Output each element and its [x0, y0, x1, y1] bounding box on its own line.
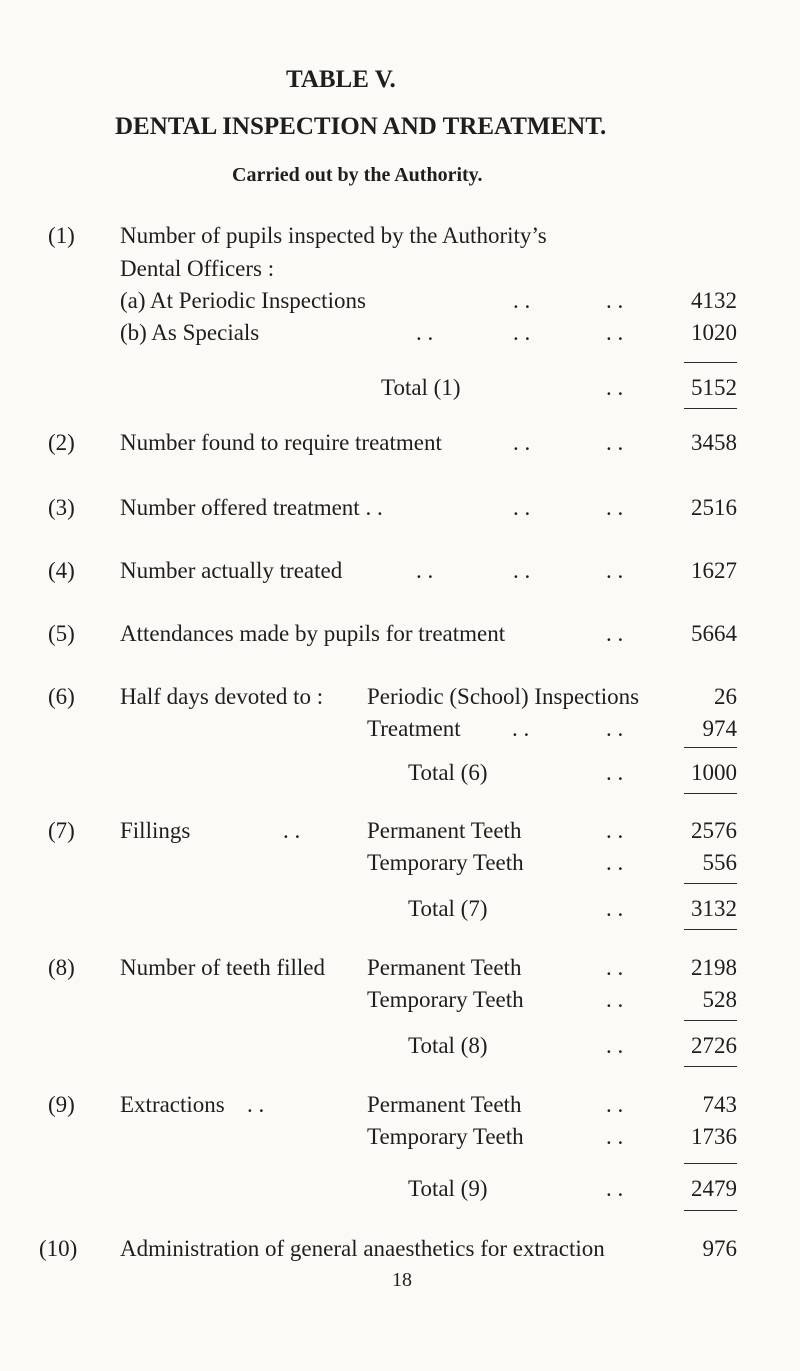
item-number: (10) — [39, 1236, 78, 1261]
dot-leader: . . — [606, 288, 624, 313]
dot-leader: . . — [606, 621, 624, 646]
item-number: (8) — [48, 955, 75, 980]
item-label: Number offered treatment . . — [120, 495, 383, 520]
row-label: Permanent Teeth — [367, 818, 522, 843]
dot-leader: . . — [606, 558, 624, 583]
dot-leader: . . — [606, 987, 624, 1012]
value: 2516 — [691, 495, 737, 520]
sub-item-label: (b) As Specials — [120, 320, 260, 345]
total-value: 5152 — [691, 375, 737, 400]
item-number: (7) — [48, 818, 75, 843]
row-label: Temporary Teeth — [367, 1124, 524, 1149]
item-label: Half days devoted to : — [120, 684, 324, 709]
value: 1020 — [691, 320, 737, 345]
item-number: (3) — [48, 495, 75, 520]
dot-leader: . . — [283, 818, 301, 843]
total-rule — [684, 793, 737, 794]
sum-rule — [684, 883, 737, 884]
item-label: Administration of general anaesthetics for extraction — [120, 1236, 605, 1261]
item-number: (6) — [48, 684, 75, 709]
page-number: 18 — [392, 1269, 412, 1291]
dot-leader: . . — [416, 558, 434, 583]
value: 26 — [714, 684, 737, 709]
value: 2576 — [691, 818, 737, 843]
sum-rule — [684, 1020, 737, 1021]
item-label-continued: Dental Officers : — [120, 256, 275, 281]
total-rule — [684, 1210, 737, 1211]
dot-leader: . . — [513, 320, 531, 345]
value: 1736 — [691, 1124, 737, 1149]
item-label: Number actually treated — [120, 558, 343, 583]
value: 976 — [702, 1236, 737, 1261]
row-label: Temporary Teeth — [367, 987, 524, 1012]
value: 528 — [702, 987, 737, 1012]
dot-leader: . . — [606, 1092, 624, 1117]
table-title: DENTAL INSPECTION AND TREATMENT. — [115, 113, 607, 140]
dot-leader: . . — [606, 495, 624, 520]
row-label: Permanent Teeth — [367, 955, 522, 980]
value: 5664 — [691, 621, 737, 646]
dot-leader: . . — [606, 850, 624, 875]
value: 743 — [702, 1092, 737, 1117]
row-label: Periodic (School) Inspections — [367, 684, 640, 709]
table-subtitle: Carried out by the Authority. — [232, 164, 483, 186]
sum-rule — [684, 747, 737, 748]
dot-leader: . . — [416, 320, 434, 345]
value: 1627 — [691, 558, 737, 583]
item-number: (2) — [48, 430, 75, 455]
item-label: Extractions — [120, 1092, 225, 1117]
dot-leader: . . — [513, 558, 531, 583]
total-value: 1000 — [691, 760, 737, 785]
table-number: TABLE V. — [286, 66, 396, 93]
dot-leader: . . — [606, 760, 624, 785]
dot-leader: . . — [606, 955, 624, 980]
value: 4132 — [691, 288, 737, 313]
total-value: 2479 — [691, 1176, 737, 1201]
value: 2198 — [691, 955, 737, 980]
dot-leader: . . — [247, 1092, 265, 1117]
dot-leader: . . — [513, 430, 531, 455]
total-value: 2726 — [691, 1033, 737, 1058]
item-label: Number of pupils inspected by the Authority’s — [120, 223, 547, 248]
dot-leader: . . — [606, 716, 624, 741]
item-number: (9) — [48, 1092, 75, 1117]
sub-item-label: (a) At Periodic Inspections — [120, 288, 366, 313]
total-label: Total (8) — [408, 1033, 488, 1058]
dot-leader: . . — [606, 1033, 624, 1058]
row-label: Permanent Teeth — [367, 1092, 522, 1117]
dot-leader: . . — [513, 288, 531, 313]
dot-leader: . . — [606, 320, 624, 345]
item-number: (1) — [48, 223, 75, 248]
row-label: Treatment — [367, 716, 461, 741]
dot-leader: . . — [606, 430, 624, 455]
dot-leader: . . — [512, 716, 530, 741]
dot-leader: . . — [606, 818, 624, 843]
dot-leader: . . — [606, 375, 624, 400]
dot-leader: . . — [606, 1176, 624, 1201]
item-label: Attendances made by pupils for treatment — [120, 621, 506, 646]
total-label: Total (1) — [381, 375, 461, 400]
total-rule — [684, 408, 737, 409]
item-number: (4) — [48, 558, 75, 583]
total-label: Total (6) — [408, 760, 488, 785]
sum-rule — [684, 362, 737, 363]
dot-leader: . . — [513, 495, 531, 520]
value: 974 — [702, 716, 737, 741]
row-label: Temporary Teeth — [367, 850, 524, 875]
total-label: Total (9) — [408, 1176, 488, 1201]
total-label: Total (7) — [408, 896, 488, 921]
item-number: (5) — [48, 621, 75, 646]
total-rule — [684, 929, 737, 930]
sum-rule — [684, 1163, 737, 1164]
item-label: Number found to require treatment — [120, 430, 442, 455]
value: 3458 — [691, 430, 737, 455]
value: 556 — [702, 850, 737, 875]
dot-leader: . . — [606, 1124, 624, 1149]
item-label: Number of teeth filled — [120, 955, 326, 980]
dot-leader: . . — [606, 896, 624, 921]
total-rule — [684, 1066, 737, 1067]
item-label: Fillings — [120, 818, 191, 843]
total-value: 3132 — [691, 896, 737, 921]
